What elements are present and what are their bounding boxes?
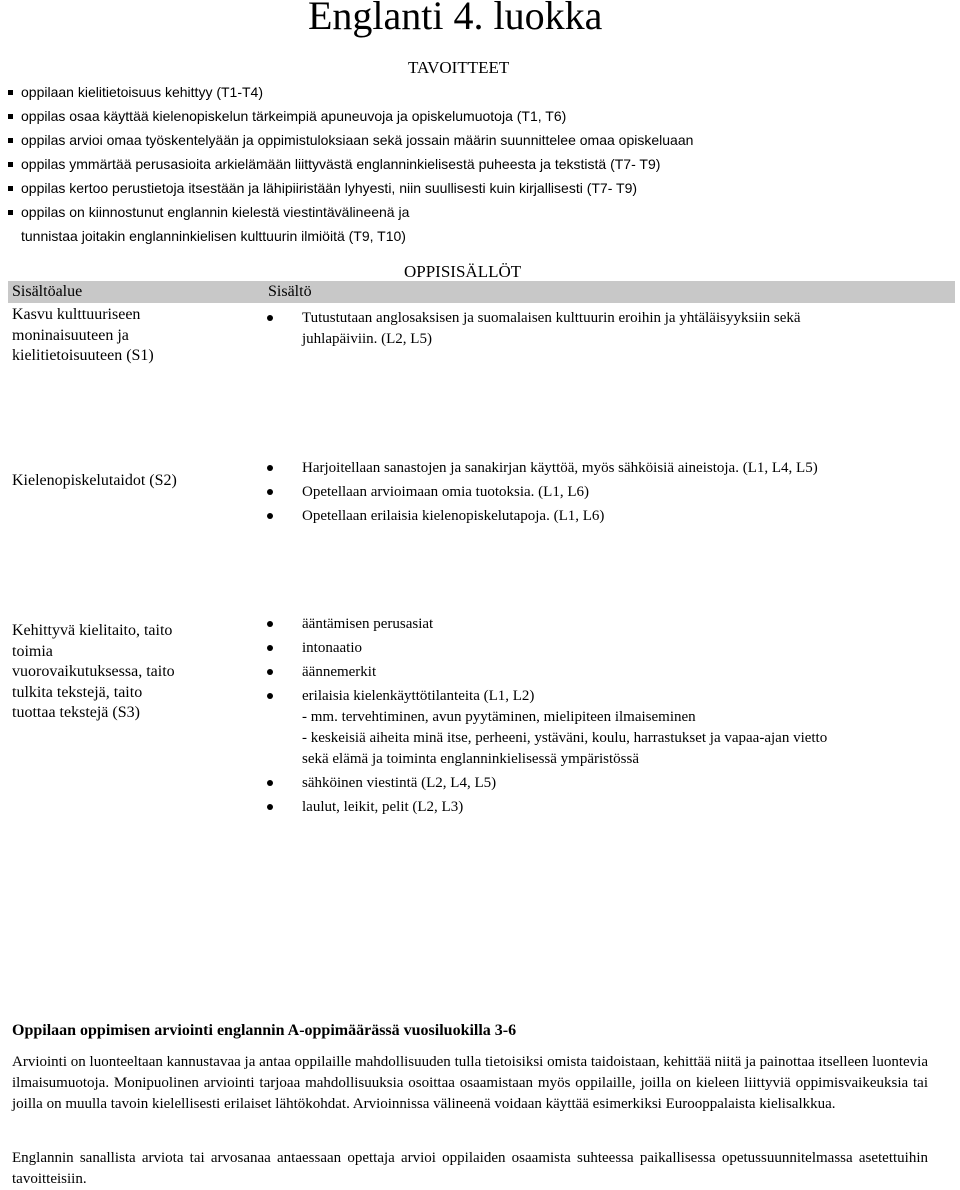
goal-item: oppilas kertoo perustietoja itsestään ja lähipiiristään lyhyesti, niin suullisesti kuin kirjallisesti (T7- T9)	[8, 176, 953, 200]
content-list-s3	[264, 614, 924, 818]
list-item: laulut, leikit, pelit (L2, L3)	[264, 797, 924, 818]
list-item: ääntämisen perusasiat	[264, 614, 924, 635]
goals-list	[8, 80, 953, 248]
bullet-icon	[267, 780, 273, 786]
content-area-s2: Kielenopiskelutaidot (S2)	[12, 472, 177, 489]
assessment-heading: Oppilaan oppimisen arviointi englannin A-oppimäärässä vuosiluokilla 3-6	[12, 1022, 517, 1039]
list-item: erilaisia kielenkäyttötilanteita (L1, L2) - mm. tervehtiminen, avun pyytäminen, mielipiteen ilmaiseminen - keskeisiä aiheita minä itse, perheeni, ystäväni, koulu, harrastukset ja vapaa-ajan vietto sekä elämä ja toiminta englanninkielisessä ympäristössä	[264, 686, 924, 770]
page-title: Englanti 4. luokka	[308, 0, 603, 38]
bullet-icon	[267, 513, 273, 519]
goal-item: oppilas on kiinnostunut englannin kielestä viestintävälineenä ja	[8, 200, 953, 224]
column-header-area: Sisältöalue	[12, 283, 83, 300]
list-item: sähköinen viestintä (L2, L4, L5)	[264, 773, 924, 794]
list-item: äännemerkit	[264, 662, 924, 683]
bullet-icon	[267, 645, 273, 651]
bullet-icon	[267, 669, 273, 675]
table-header	[8, 281, 955, 303]
goal-item: oppilas ymmärtää perusasioita arkielämään liittyvästä englanninkielisestä puheesta ja tekstistä (T7- T9)	[8, 152, 953, 176]
bullet-icon	[267, 621, 273, 627]
content-list-s2	[264, 458, 924, 527]
list-item: Opetellaan arvioimaan omia tuotoksia. (L1, L6)	[264, 482, 924, 503]
list-item: Opetellaan erilaisia kielenopiskelutapoja. (L1, L6)	[264, 506, 924, 527]
goal-item: oppilas osaa käyttää kielenopiskelun tärkeimpiä apuneuvoja ja opiskelumuotoja (T1, T6)	[8, 104, 953, 128]
list-item: intonaatio	[264, 638, 924, 659]
bullet-icon	[267, 804, 273, 810]
bullet-icon	[267, 489, 273, 495]
assessment-paragraph: Englannin sanallista arviota tai arvosanaa antaessaan opettaja arvioi oppilaiden osaamista suhteessa paikallisessa opetussuunnitelmassa asetettuihin tavoitteisiin.	[12, 1150, 928, 1187]
bullet-icon	[267, 315, 273, 321]
bullet-icon	[267, 465, 273, 471]
content-area-s1: Kasvu kulttuuriseen moninaisuuteen ja kielitietoisuuteen (S1)	[12, 306, 154, 364]
content-list-s1	[264, 308, 924, 350]
bullet-icon	[267, 693, 273, 699]
content-area-s3: Kehittyvä kielitaito, taito toimia vuorovaikutuksessa, taito tulkita tekstejä, taito tuottaa tekstejä (S3)	[12, 622, 175, 721]
goal-item-continuation: tunnistaa joitakin englanninkielisen kulttuurin ilmiöitä (T9, T10)	[21, 228, 406, 244]
list-item: Tutustutaan anglosaksisen ja suomalaisen kulttuurin eroihin ja yhtäläisyyksiin sekä juhlapäiviin. (L2, L5)	[264, 308, 924, 350]
goal-item: oppilaan kielitietoisuus kehittyy (T1-T4)	[8, 80, 953, 104]
content-heading: OPPISISÄLLÖT	[404, 262, 522, 281]
goals-heading: TAVOITTEET	[408, 58, 510, 77]
list-item: Harjoitellaan sanastojen ja sanakirjan käyttöä, myös sähköisiä aineistoja. (L1, L4, L5)	[264, 458, 924, 479]
assessment-paragraph: Arviointi on luonteeltaan kannustavaa ja antaa oppilaille mahdollisuuden tulla tietoisiksi omista taidoistaan, kehittää niitä ja painottaa itselleen luontevia ilmaisumuotoja. Monipuolinen arviointi tarjoaa mahdollisuuksia osoittaa osaamistaan myös oppilaille, joilla on kieleen liittyviä oppimisvaikeuksia tai joilla on muulla tavoin kielellisesti erilaiset lähtökohdat. Arvioinnissa välineenä voidaan käyttää esimerkiksi Eurooppalaista kielisalkkua.	[12, 1054, 928, 1112]
column-header-content: Sisältö	[268, 283, 312, 300]
goal-item: oppilas arvioi omaa työskentelyään ja oppimistuloksiaan sekä jossain määrin suunnittelee omaa opiskeluaan	[8, 128, 953, 152]
